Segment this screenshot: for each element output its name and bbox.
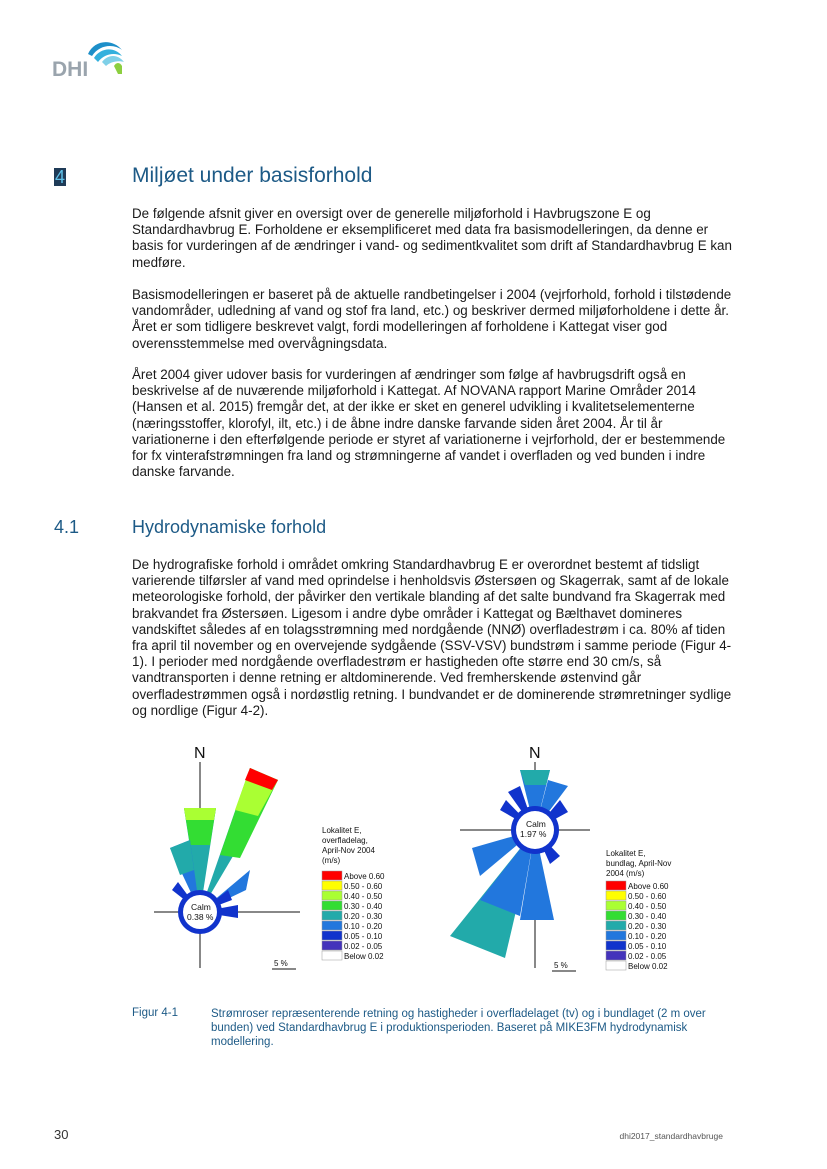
logo-text: DHI — [52, 58, 89, 81]
right-legend-swatch — [606, 901, 626, 910]
left-legend-label: 0.30 - 0.40 — [344, 902, 383, 911]
right-legend-label: 0.50 - 0.60 — [628, 892, 667, 901]
left-legend-label: Below 0.02 — [344, 952, 384, 961]
right-legend-swatch — [606, 961, 626, 970]
chapter-title: Miljøet under basisforhold — [132, 164, 373, 187]
left-legend-label: 0.10 - 0.20 — [344, 922, 383, 931]
right-legend-label: 0.05 - 0.10 — [628, 942, 667, 951]
right-legend-swatch — [606, 921, 626, 930]
paragraph-2004: Året 2004 giver udover basis for vurderingen af ændringer som følge af havbrugsdrift også en beskrivelse af de nuværende miljøforhold i Kattegat. Af NOVANA rapport Marine Områder 2014 (Hansen et al. 2015) fremgår det, at der ikke er sket en generel udvikling i kvalitetselementerne (næringsstoffer, klorofyl, ilt, etc.) i de åbne indre danske farvande siden året 2004. År til år variationerne i den efterfølgende periode er styret af variationerne i vejrforhold, der er bestemmende for fx vinterafstrømningen fra land og strømningerne af vandet i overfladen og ved bunden i indre danske farvande. — [132, 367, 726, 480]
right-calm-label: Calm — [526, 819, 546, 829]
current-rose-figure — [150, 740, 710, 980]
right-legend-swatch — [606, 941, 626, 950]
left-legend-title-3: April-Nov 2004 — [322, 846, 375, 855]
left-legend-label: 0.20 - 0.30 — [344, 912, 383, 921]
left-legend-label: 0.02 - 0.05 — [344, 942, 383, 951]
right-scale-label: 5 % — [554, 961, 568, 970]
right-legend-label: 0.40 - 0.50 — [628, 902, 667, 911]
right-legend-swatch — [606, 881, 626, 890]
left-legend-swatch — [322, 871, 342, 880]
left-legend-swatch — [322, 881, 342, 890]
right-north-label: N — [529, 745, 541, 762]
right-legend-swatch — [606, 951, 626, 960]
left-calm-value: 0.38 % — [187, 912, 214, 922]
right-current-rose — [450, 745, 590, 971]
page-number: 30 — [54, 1127, 69, 1142]
left-calm-label: Calm — [191, 902, 211, 912]
right-calm-value: 1.97 % — [520, 829, 547, 839]
paragraph-intro: De følgende afsnit giver en oversigt over de generelle miljøforhold i Havbrugszone E og Standardhavbrug E. Forholdene er eksemplificeret med data fra basismodelleringen, da denne er basis for vurderingen af de ændringer i vand- og sedimentkvalitet som drift af Standardhavbrug E kan medføre. — [132, 206, 732, 270]
left-current-rose — [154, 745, 300, 969]
right-legend-label: 0.20 - 0.30 — [628, 922, 667, 931]
left-legend-swatch — [322, 931, 342, 940]
left-legend — [322, 826, 385, 961]
paragraph-hydrography: De hydrografiske forhold i området omkring Standardhavbrug E er overordnet bestemt af tidsligt varierende tilførsler af vand med oprindelse i henholdsvis Østersøen og Skagerrak, samt af de lokale meteorologiske forhold, der påvirker den vertikale blanding af det salte bundvand fra Skagerrak med brakvandet fra Østersøen. Ligesom i andre dybe områder i Kattegat og Bælthavet domineres vandskiftet således af en tolagsstrømning med nordgående (NNØ) overfladestrøm i ca. 80% af tiden fra april til november og en overvejende sydgående (SSV-VSV) bundstrøm i samme periode (Figur 4-1). I perioder med nordgående overfladestrøm er hastigheden ofte større end 30 cm/s, så vandtransporten i denne retning er altdominerende. Ved fremherskende østenvind går overfladestrømmen også i nordøstlig retning. I bundvandet er de dominerende strømretninger sydlige og nordlige (Figur 4-2). — [132, 557, 732, 718]
section-number: 4.1 — [54, 517, 80, 537]
left-legend-label: 0.50 - 0.60 — [344, 882, 383, 891]
right-legend-label: Above 0.60 — [628, 882, 669, 891]
right-legend-title-3: 2004 (m/s) — [606, 869, 645, 878]
left-legend-title-2: overfladelag, — [322, 836, 368, 845]
left-legend-swatch — [322, 921, 342, 930]
left-legend-swatch — [322, 951, 342, 960]
left-north-label: N — [194, 745, 206, 762]
left-legend-swatch — [322, 891, 342, 900]
left-legend-label: 0.05 - 0.10 — [344, 932, 383, 941]
left-legend-title-1: Lokalitet E, — [322, 826, 362, 835]
right-legend-title-2: bundlag, April-Nov — [606, 859, 672, 868]
left-legend-swatch — [322, 941, 342, 950]
right-legend-swatch — [606, 931, 626, 940]
left-legend-title-4: (m/s) — [322, 856, 341, 865]
figure-caption-text: Strømroser repræsenterende retning og hastigheder i overfladelaget (tv) og i bundlaget (2 m over bunden) ved Standardhavbrug E i produktionsperioden. Baseret på MIKE3FM hydrodynamisk modellering. — [211, 1008, 706, 1048]
paragraph-basis: Basismodelleringen er baseret på de aktuelle randbetingelser i 2004 (vejrforhold, forhold i tilstødende vandområder, udledning af vand og stof fra land, etc.) og beskriver dermed miljøforholdene i dette år. Året er som tidligere beskrevet valgt, fordi modelleringen af forholdene i Kattegat viser god overensstemmelse med overvågningsdata. — [132, 287, 732, 351]
left-legend-swatch — [322, 901, 342, 910]
left-legend-label: Above 0.60 — [344, 872, 385, 881]
right-legend-label: 0.02 - 0.05 — [628, 952, 667, 961]
right-legend-label: Below 0.02 — [628, 962, 668, 971]
left-legend-label: 0.40 - 0.50 — [344, 892, 383, 901]
footer-filename: dhi2017_standardhavbruge — [619, 1131, 723, 1141]
figure-caption-label: Figur 4-1 — [132, 1007, 179, 1019]
left-scale-label: 5 % — [274, 959, 288, 968]
right-legend-swatch — [606, 911, 626, 920]
right-legend — [606, 849, 671, 971]
chapter-number: 4 — [54, 167, 65, 187]
right-legend-label: 0.30 - 0.40 — [628, 912, 667, 921]
section-title: Hydrodynamiske forhold — [132, 517, 327, 537]
right-legend-swatch — [606, 891, 626, 900]
right-legend-title-1: Lokalitet E, — [606, 849, 646, 858]
right-legend-label: 0.10 - 0.20 — [628, 932, 667, 941]
left-legend-swatch — [322, 911, 342, 920]
